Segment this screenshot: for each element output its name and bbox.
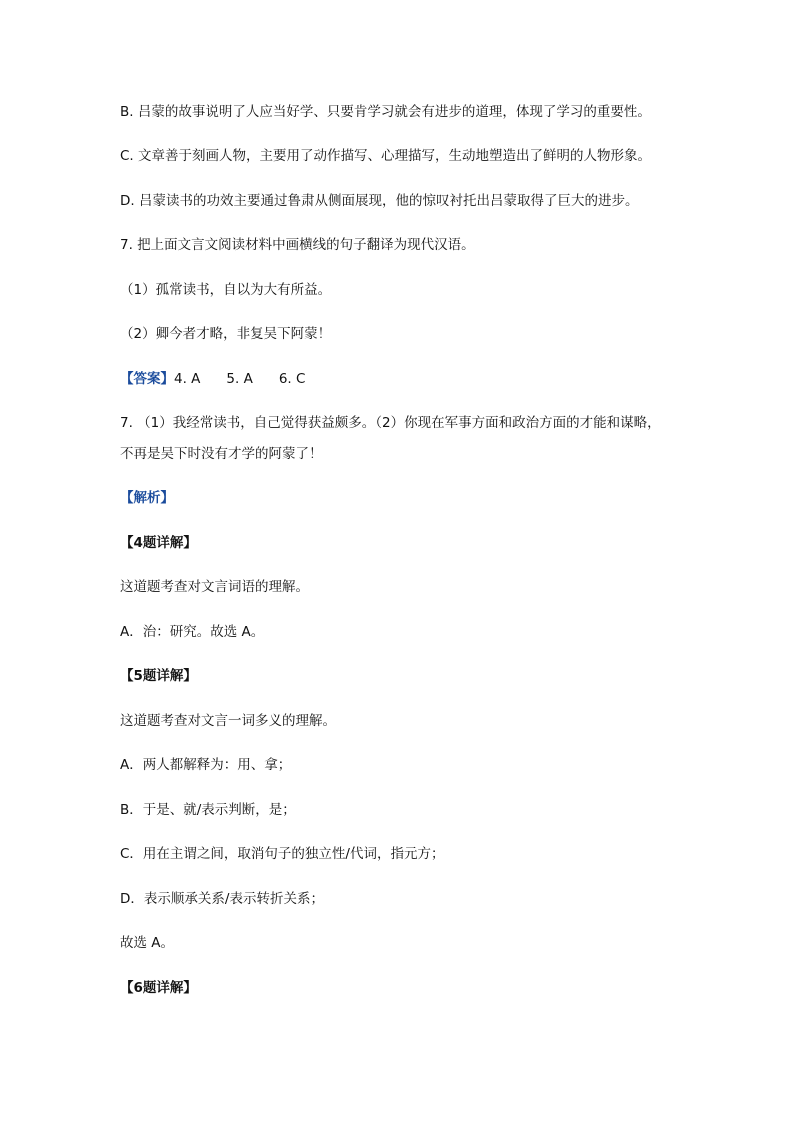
answer-q7-line-1: 7. （1）我经常读书，自己觉得获益颇多。（2）你现在军事方面和政治方面的才能和谋略，	[120, 415, 661, 431]
analysis-label: 【解析】	[120, 490, 174, 506]
answer-row	[120, 368, 704, 390]
question-7-sentence-1: （1）孤常读书，自以为大有所益。	[120, 282, 332, 298]
q4-heading: 【4题详解】	[120, 535, 197, 551]
option-d: D. 吕蒙读书的功效主要通过鲁肃从侧面展现，他的惊叹衬托出吕蒙取得了巨大的进步。	[120, 193, 639, 209]
question-7-sentence-2: （2）卿今者才略，非复吴下阿蒙！	[120, 326, 332, 342]
answer-item-6: 6. C	[278, 371, 306, 387]
option-c: C. 文章善于刻画人物，主要用了动作描写、心理描写，生动地塑造出了鲜明的人物形象。	[120, 148, 652, 164]
option-b: B. 吕蒙的故事说明了人应当好学、只要肯学习就会有进步的道理，体现了学习的重要性。	[120, 104, 651, 120]
q5-option-c: C．用在主谓之间，取消句子的独立性/代词，指元方；	[120, 846, 445, 862]
q5-option-d: D．表示顺承关系/表示转折关系；	[120, 891, 324, 907]
answer-label: 【答案】	[120, 371, 174, 387]
answer-q7-line-2: 不再是吴下时没有才学的阿蒙了！	[120, 446, 323, 462]
q6-heading: 【6题详解】	[120, 980, 197, 996]
q5-option-b: B．于是、就/表示判断，是；	[120, 802, 296, 818]
answer-item-4: 4. A	[174, 371, 201, 387]
q5-intro: 这道题考查对文言一词多义的理解。	[120, 713, 336, 729]
q5-heading: 【5题详解】	[120, 668, 197, 684]
q5-option-a: A．两人都解释为：用、拿；	[120, 757, 292, 773]
q4-option-a: A．治：研究。故选 A。	[120, 624, 265, 640]
q4-intro: 这道题考查对文言词语的理解。	[120, 579, 309, 595]
answer-item-5: 5. A	[226, 371, 253, 387]
q5-conclusion: 故选 A。	[120, 935, 175, 951]
question-7-prompt: 7. 把上面文言文阅读材料中画横线的句子翻译为现代汉语。	[120, 237, 475, 253]
